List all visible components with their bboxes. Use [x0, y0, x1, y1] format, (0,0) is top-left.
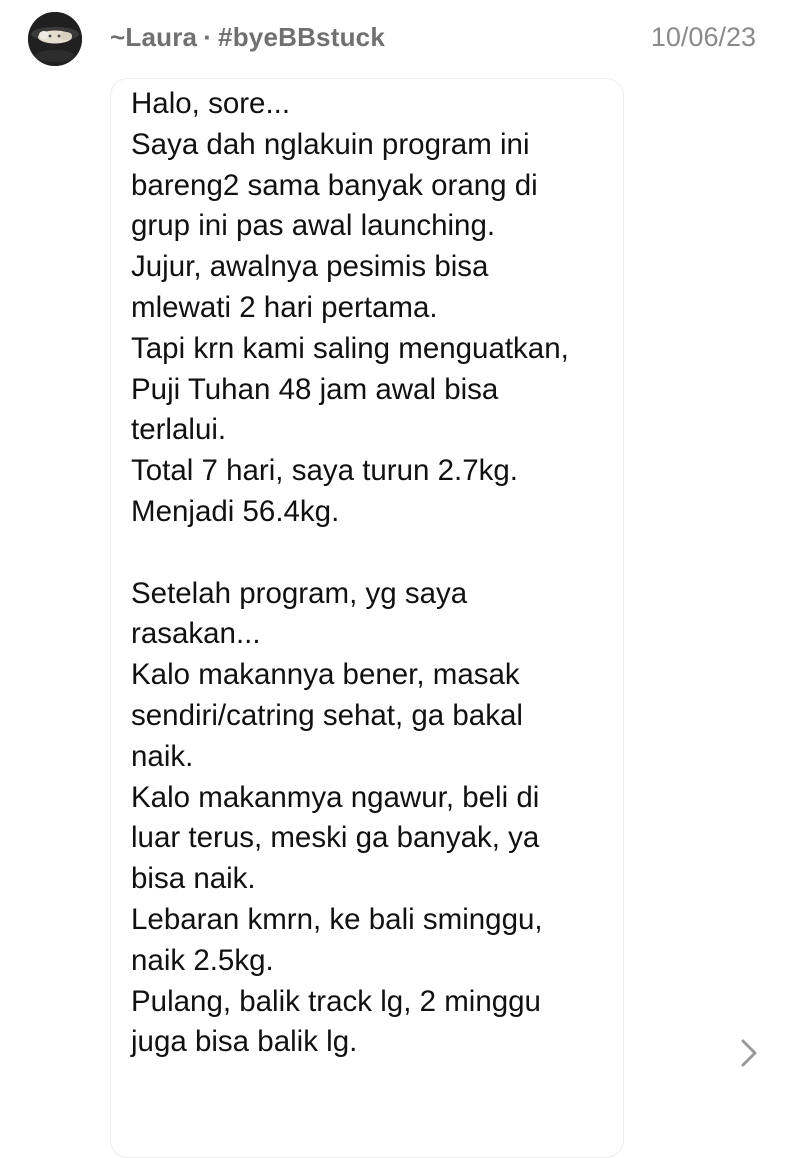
- message-line: terlalui.: [131, 413, 227, 447]
- message-line: Pulang, balik track lg, 2 minggu: [131, 984, 541, 1018]
- message-line: bareng2 sama banyak orang di: [131, 168, 538, 202]
- message-line: naik.: [131, 739, 194, 773]
- message-line: sendiri/catring sehat, ga bakal: [131, 698, 523, 732]
- message-body: [131, 84, 611, 1063]
- message-author-header: [110, 22, 385, 53]
- message-line: mlewati 2 hari pertama.: [131, 290, 438, 324]
- message-line: Saya dah nglakuin program ini: [131, 127, 530, 161]
- message-line: Halo, sore...: [131, 87, 291, 120]
- message-blank-line: [131, 533, 611, 574]
- message-date: 10/06/23: [650, 22, 756, 52]
- message-line: Puji Tuhan 48 jam awal bisa: [131, 372, 499, 406]
- chevron-right-icon[interactable]: [736, 1036, 762, 1070]
- header-separator: ·: [203, 22, 213, 52]
- message-line: naik 2.5kg.: [131, 943, 274, 977]
- message-line: Tapi krn kami saling menguatkan,: [131, 331, 569, 365]
- message-line: grup ini pas awal launching.: [131, 209, 496, 243]
- message-line: Lebaran kmrn, ke bali sminggu,: [131, 902, 543, 936]
- profile-photo-icon: [28, 12, 82, 66]
- message-line: Kalo makanmya ngawur, beli di: [131, 780, 540, 814]
- author-name[interactable]: ~Laura: [110, 22, 198, 52]
- message-line: Setelah program, yg saya: [131, 576, 468, 610]
- message-line: luar terus, meski ga banyak, ya: [131, 821, 540, 855]
- message-line: Jujur, awalnya pesimis bisa: [131, 250, 489, 284]
- message-line: bisa naik.: [131, 862, 256, 896]
- message-line: Kalo makannya bener, masak: [131, 658, 520, 692]
- avatar[interactable]: [28, 12, 82, 66]
- message-line: Menjadi 56.4kg.: [131, 494, 340, 528]
- group-tag[interactable]: #byeBBstuck: [218, 22, 385, 52]
- message-line: juga bisa balik lg.: [131, 1025, 358, 1059]
- message-line: Total 7 hari, saya turun 2.7kg.: [131, 454, 519, 488]
- message-line: rasakan...: [131, 617, 261, 651]
